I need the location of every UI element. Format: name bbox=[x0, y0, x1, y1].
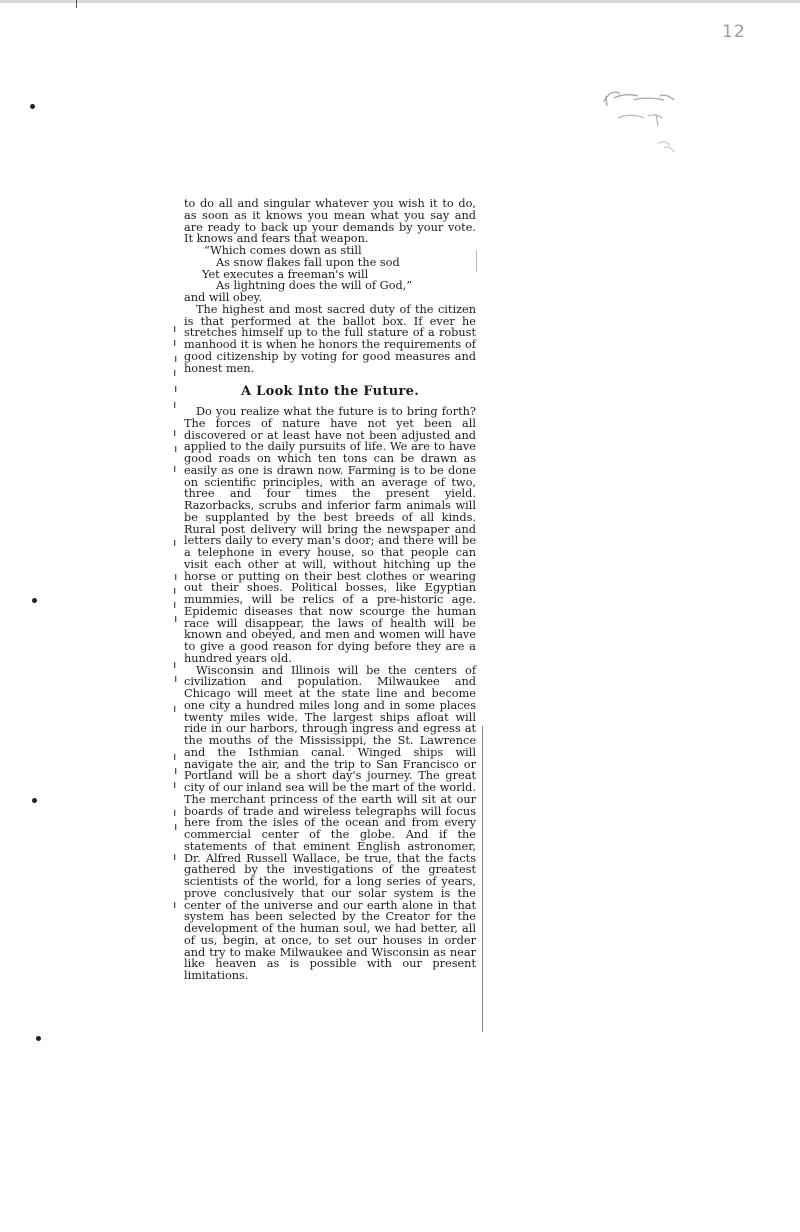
clipping-right-edge-mark bbox=[476, 250, 477, 272]
poem-quote bbox=[184, 245, 476, 304]
wisconsin-paragraph: Wisconsin and Illinois will be the centers of civilization and population. Milwaukee and Chicago will meet at the state line and become one city a hundred miles long and in some places twenty miles wide. The largest ships afloat will ride in our harbors, through ingress and egress at the mouths of the Mississippi, the St. Lawrence and the Isthmian canal. Winged ships will navigate the air, and the trip to San Francisco or Portland will be a short day's journey. The great city of our inland sea will be the mart of the world. The merchant princess of the earth will sit at our boards of trade and wireless telegraphs will focus here from the isles of the ocean and from every commercial center of the globe. And if the statements of that eminent English astronomer, Dr. Alfred Russell Wallace, be true, that the facts gathered by the investigations of the greatest scientists of the world, for a long series of years, prove conclusively that our solar system is the center of the universe and our earth alone in that system has been selected by the Creator for the development of the human soul, we had better, all of us, begin, at once, to set our houses in order and try to make Milwaukee and Wisconsin as near like heaven as is possible with our present limitations. bbox=[184, 663, 476, 982]
page-number: 12 bbox=[722, 22, 746, 42]
future-paragraph: Do you realize what the future is to bring forth? The forces of nature have not yet been all discovered or at least have not been adjusted and applied to the daily pursuits of life. We are to have good roads on which ten tons can be drawn as easily as one is drawn now. Farming is to be done on scientific principles, with an average of two, three and four times the present yield. Razorbacks, scrubs and inferior farm animals will be supplanted by the best breeds of all kinds. Rural post delivery will bring the newspaper and letters daily to every man's door; and there will be a telephone in every house, so that people can visit each other at will, without hitching up the horse or putting on their best clothes or wearing out their shoes. Political bosses, like Egyptian mummies, will be relics of a pre-historic age. Epidemic diseases that now scourge the human race will disappear, the laws of health will be known and obeyed, and men and women will have to give a good reason for dying before they are a hundred years old. bbox=[184, 405, 476, 665]
poem-line-5: and will obey. bbox=[184, 291, 263, 304]
poem-line-2: As snow flakes fall upon the sod bbox=[216, 255, 400, 269]
scan-left-mark bbox=[76, 0, 77, 8]
poem-line-1: “Which comes down as still bbox=[204, 244, 362, 257]
scan-top-edge bbox=[0, 0, 800, 3]
clipping-left-edge-marks bbox=[172, 326, 180, 1026]
duty-paragraph: The highest and most sacred duty of the citizen is that performed at the ballot box. If ever he stretches himself up to the full stature of a robust manhood it is when he honors the requirements of good citizenship by voting for good measures and honest men. bbox=[184, 302, 476, 375]
binder-hole-dot-1 bbox=[30, 104, 35, 109]
binder-hole-dot-2 bbox=[32, 598, 37, 603]
poem-line-3: Yet executes a freeman's will bbox=[202, 267, 369, 281]
newspaper-clipping bbox=[184, 198, 476, 982]
pencil-annotation-image bbox=[598, 84, 688, 164]
section-heading: A Look Into the Future. bbox=[240, 384, 420, 400]
clipping-right-edge bbox=[482, 726, 483, 1032]
binder-hole-dot-4 bbox=[36, 1036, 41, 1041]
opening-paragraph: to do all and singular whatever you wish it to do, as soon as it knows you mean what you say and are ready to back up your demands by your vote. It knows and fears that weapon. bbox=[184, 197, 476, 246]
poem-line-4: As lightning does the will of God,” bbox=[216, 279, 413, 293]
binder-hole-dot-3 bbox=[32, 798, 37, 803]
